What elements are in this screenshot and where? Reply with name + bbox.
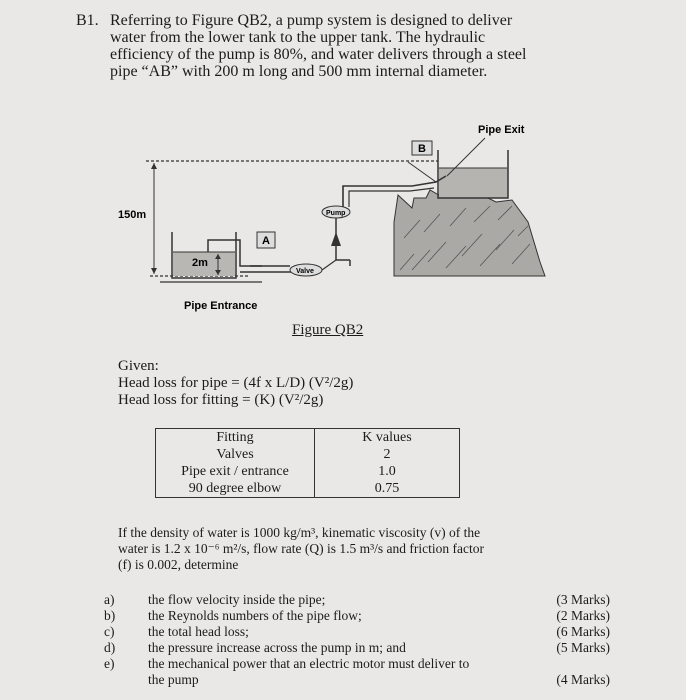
fitting-loss-formula: Head loss for fitting = (K) (V²/2g) <box>118 392 324 408</box>
pipe-exit-label: Pipe Exit <box>478 124 525 136</box>
given-block <box>118 358 353 409</box>
figure-caption: Figure QB2 <box>292 322 364 338</box>
list-item <box>104 640 664 656</box>
given-title: Given: <box>118 358 159 374</box>
table-header-row <box>156 429 460 447</box>
subquestion-marks: (5 Marks) <box>556 640 610 655</box>
subquestion-marks: (2 Marks) <box>556 608 610 623</box>
table-row <box>156 446 460 463</box>
k-values-table <box>155 428 460 498</box>
question-number: B1. <box>76 12 99 29</box>
subquestion-text <box>148 656 528 688</box>
list-item <box>104 592 664 608</box>
list-item <box>104 656 664 688</box>
question-line: pipe “AB” with 200 m long and 500 mm internal diameter. <box>110 63 488 80</box>
subquestion-letter: c) <box>104 624 115 639</box>
subquestions-list <box>104 592 664 688</box>
subquestion-text: the pressure increase across the pump in m; and <box>148 640 406 655</box>
subquestion-text-line: the pump <box>148 672 199 687</box>
pipe-loss-formula: Head loss for pipe = (4f x L/D) (V²/2g) <box>118 375 354 391</box>
label-b: B <box>418 143 426 155</box>
arrow-down <box>151 268 157 274</box>
subquestion-letter: b) <box>104 608 116 623</box>
table-cell: Pipe exit / entrance <box>156 463 315 480</box>
arrow-up <box>151 163 157 169</box>
table-cell: 1.0 <box>315 463 460 480</box>
subquestion-letter: e) <box>104 656 115 671</box>
valve-label: Valve <box>296 268 314 275</box>
subquestion-marks: (3 Marks) <box>556 592 610 607</box>
subquestion-letter: a) <box>104 592 115 607</box>
table-row <box>156 480 460 498</box>
table-row <box>156 463 460 480</box>
height-label: 150m <box>118 209 147 221</box>
table-cell: 90 degree elbow <box>156 480 315 498</box>
pipe-entrance-label: Pipe Entrance <box>184 300 258 312</box>
depth-label: 2m <box>192 257 208 269</box>
pump-label: Pump <box>326 210 346 217</box>
list-item <box>104 624 664 640</box>
upper-hill <box>394 190 545 276</box>
pump-arrow <box>331 232 341 246</box>
label-a: A <box>262 235 270 247</box>
subquestion-marks: (6 Marks) <box>556 624 610 639</box>
pump-system-figure <box>0 0 686 345</box>
density-line: If the density of water is 1000 kg/m³, kinematic viscosity (v) of the <box>118 525 481 540</box>
table-cell: 2 <box>315 446 460 463</box>
density-paragraph <box>118 525 538 573</box>
density-line: (f) is 0.002, determine <box>118 557 239 572</box>
question-line: Referring to Figure QB2, a pump system is designed to deliver <box>110 12 513 29</box>
subquestion-text: the total head loss; <box>148 624 249 639</box>
table-cell: 0.75 <box>315 480 460 498</box>
question-line: efficiency of the pump is 80%, and water delivers through a steel <box>110 46 527 63</box>
subquestion-text: the flow velocity inside the pipe; <box>148 592 326 607</box>
subquestion-letter: d) <box>104 640 116 655</box>
table-header-fitting: Fitting <box>156 429 315 447</box>
subquestion-text: the Reynolds numbers of the pipe flow; <box>148 608 362 623</box>
upper-tank-water <box>439 168 508 198</box>
table-header-k: K values <box>315 429 460 447</box>
list-item <box>104 608 664 624</box>
subquestion-marks: (4 Marks) <box>556 672 610 687</box>
question-line: water from the lower tank to the upper tank. The hydraulic <box>110 29 486 46</box>
table-cell: Valves <box>156 446 315 463</box>
subquestion-text-line: the mechanical power that an electric motor must deliver to <box>148 656 470 671</box>
density-line: water is 1.2 x 10⁻⁶ m²/s, flow rate (Q) is 1.5 m³/s and friction factor <box>118 541 484 556</box>
